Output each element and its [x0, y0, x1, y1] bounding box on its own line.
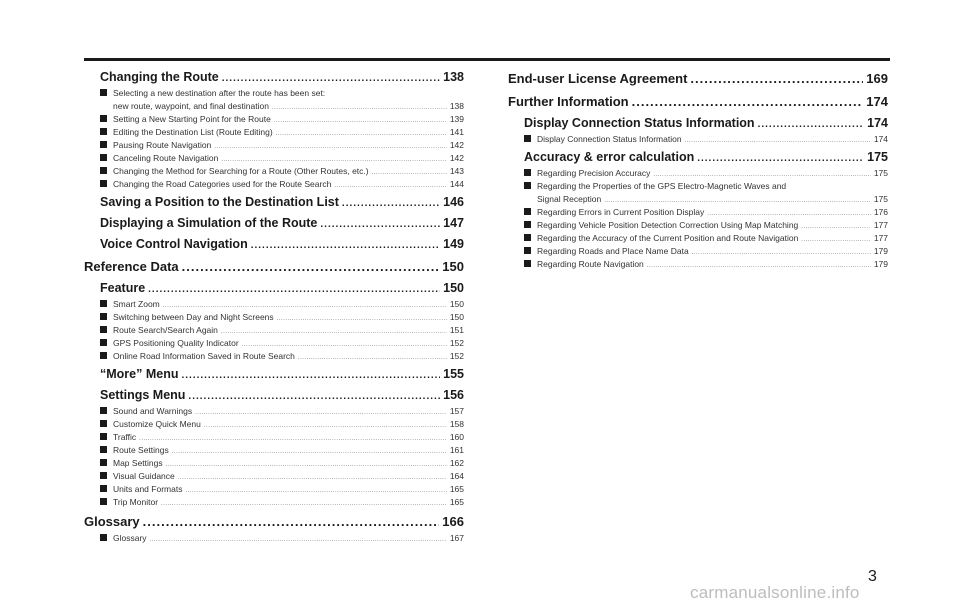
toc-entry-title: Signal Reception	[537, 194, 602, 204]
toc-entry-page: 139	[449, 114, 464, 124]
toc-entry-page: 152	[449, 338, 464, 348]
toc-entry[interactable]	[84, 113, 464, 126]
dot-leader	[320, 213, 440, 235]
toc-entry-title: Online Road Information Saved in Route Search	[113, 351, 295, 361]
dot-leader	[251, 234, 440, 256]
dot-leader	[222, 67, 440, 89]
toc-entry-page: 164	[449, 471, 464, 481]
square-bullet-icon	[100, 485, 107, 492]
toc-entry-title: Saving a Position to the Destination List	[100, 195, 339, 209]
toc-entry-title: Further Information	[508, 94, 629, 109]
toc-entry[interactable]	[508, 167, 888, 180]
toc-entry-page: 150	[442, 259, 464, 274]
toc-entry-page: 160	[449, 432, 464, 442]
toc-entry-title: new route, waypoint, and final destination	[113, 101, 269, 111]
toc-entry-page: 144	[449, 179, 464, 189]
toc-entry[interactable]	[508, 113, 888, 133]
square-bullet-icon	[524, 260, 531, 267]
toc-entry-page: 179	[873, 259, 888, 269]
toc-entry-page: 142	[449, 153, 464, 163]
toc-entry-title: Regarding Route Navigation	[537, 259, 644, 269]
toc-entry-page: 150	[443, 281, 464, 295]
dot-leader	[182, 257, 440, 277]
toc-entry-title: Canceling Route Navigation	[113, 153, 219, 163]
toc-entry[interactable]	[84, 470, 464, 483]
toc-entry-page: 165	[449, 484, 464, 494]
square-bullet-icon	[524, 221, 531, 228]
toc-entry-page: 167	[449, 533, 464, 543]
square-bullet-icon	[100, 498, 107, 505]
toc-entry[interactable]	[508, 133, 888, 146]
square-bullet-icon	[524, 135, 531, 142]
toc-entry-title: Display Connection Status Information	[524, 116, 755, 130]
square-bullet-icon	[524, 234, 531, 241]
toc-entry-title: Route Search/Search Again	[113, 325, 218, 335]
toc-entry-title: Accuracy & error calculation	[524, 150, 695, 164]
dot-leader	[150, 532, 447, 547]
toc-entry[interactable]	[84, 405, 464, 418]
toc-entry-title: Reference Data	[84, 259, 179, 274]
toc-entry[interactable]	[84, 178, 464, 191]
square-bullet-icon	[100, 420, 107, 427]
toc-entry-page: 177	[873, 233, 888, 243]
toc-entry-page: 138	[449, 101, 464, 111]
toc-entry-page: 177	[873, 220, 888, 230]
toc-entry[interactable]	[508, 206, 888, 219]
toc-entry[interactable]	[84, 457, 464, 470]
square-bullet-icon	[100, 472, 107, 479]
toc-entry-page: 174	[867, 116, 888, 130]
toc-entry-page: 138	[443, 70, 464, 84]
toc-entry[interactable]	[508, 69, 888, 89]
toc-entry-title: Trip Monitor	[113, 497, 159, 507]
toc-entry-title: Regarding the Accuracy of the Current Position and Route Navigation	[537, 233, 799, 243]
toc-entry[interactable]	[84, 298, 464, 311]
toc-entry[interactable]	[84, 100, 464, 113]
header-rule	[84, 58, 890, 61]
toc-entry-page: 155	[443, 367, 464, 381]
toc-entry-title: Smart Zoom	[113, 299, 160, 309]
dot-leader	[181, 364, 440, 386]
dot-leader	[143, 512, 440, 532]
toc-entry-page: 143	[449, 166, 464, 176]
toc-entry-title: Visual Guidance	[113, 471, 175, 481]
toc-entry-title: “More” Menu	[100, 367, 179, 381]
toc-entry[interactable]	[84, 431, 464, 444]
dot-leader	[188, 385, 440, 407]
square-bullet-icon	[100, 300, 107, 307]
toc-entry[interactable]	[84, 192, 464, 212]
toc-entry[interactable]	[508, 193, 888, 206]
toc-entry[interactable]	[508, 147, 888, 167]
dot-leader	[298, 350, 447, 365]
toc-entry-page: 147	[443, 216, 464, 230]
square-bullet-icon	[100, 167, 107, 174]
toc-entry[interactable]	[508, 219, 888, 232]
square-bullet-icon	[100, 352, 107, 359]
toc-entry[interactable]	[84, 67, 464, 87]
dot-leader	[632, 92, 864, 112]
square-bullet-icon	[524, 169, 531, 176]
toc-entry-page: 169	[866, 71, 888, 86]
toc-entry-page: 149	[443, 237, 464, 251]
dot-leader	[161, 496, 447, 511]
toc-entry-page: 175	[867, 150, 888, 164]
toc-entry[interactable]	[508, 258, 888, 271]
toc-entry-page: 157	[449, 406, 464, 416]
dot-leader	[148, 278, 440, 300]
toc-entry-title: Editing the Destination List (Route Editing)	[113, 127, 273, 137]
toc-left-column	[84, 66, 464, 545]
toc-entry-page: 152	[449, 351, 464, 361]
toc-entry-title: Glossary	[84, 514, 140, 529]
toc-right-column	[508, 66, 888, 271]
toc-entry-title: Changing the Route	[100, 70, 219, 84]
dot-leader	[690, 69, 863, 89]
toc-entry-title: Units and Formats	[113, 484, 183, 494]
toc-entry-title: Regarding Roads and Place Name Data	[537, 246, 689, 256]
toc-entry[interactable]	[84, 234, 464, 254]
dot-leader	[647, 258, 871, 273]
toc-entry[interactable]	[84, 324, 464, 337]
toc-entry[interactable]	[84, 350, 464, 363]
toc-entry[interactable]	[84, 364, 464, 384]
toc-entry-title: Voice Control Navigation	[100, 237, 248, 251]
dot-leader	[342, 192, 440, 214]
square-bullet-icon	[100, 534, 107, 541]
toc-entry-title: Glossary	[113, 533, 147, 543]
toc-entry-page: 158	[449, 419, 464, 429]
toc-entry-page: 162	[449, 458, 464, 468]
toc-entry-page: 175	[873, 194, 888, 204]
toc-entry[interactable]	[84, 165, 464, 178]
square-bullet-icon	[100, 339, 107, 346]
toc-entry-page: 174	[866, 94, 888, 109]
dot-leader	[685, 133, 871, 148]
toc-entry-page: 175	[873, 168, 888, 178]
toc-entry[interactable]	[84, 257, 464, 277]
square-bullet-icon	[100, 407, 107, 414]
toc-entry[interactable]	[508, 232, 888, 245]
toc-entry-title: Pausing Route Navigation	[113, 140, 212, 150]
toc-entry[interactable]	[84, 418, 464, 431]
toc-entry-title: Regarding Vehicle Position Detection Correction Using Map Matching	[537, 220, 799, 230]
toc-entry-title: Changing the Road Categories used for the Route Search	[113, 179, 332, 189]
toc-entry-title: Settings Menu	[100, 388, 186, 402]
square-bullet-icon	[100, 115, 107, 122]
toc-entry-title: Customize Quick Menu	[113, 419, 201, 429]
toc-entry-title: Regarding Errors in Current Position Display	[537, 207, 705, 217]
toc-entry-title: Displaying a Simulation of the Route	[100, 216, 318, 230]
toc-entry-page: 156	[443, 388, 464, 402]
toc-entry[interactable]	[84, 483, 464, 496]
toc-entry-title: GPS Positioning Quality Indicator	[113, 338, 239, 348]
toc-entry-title: Route Settings	[113, 445, 169, 455]
toc-entry-title: Changing the Method for Searching for a Route (Other Routes, etc.)	[113, 166, 369, 176]
square-bullet-icon	[100, 154, 107, 161]
toc-entry-page: 151	[449, 325, 464, 335]
square-bullet-icon	[100, 313, 107, 320]
toc-entry-page: 142	[449, 140, 464, 150]
square-bullet-icon	[100, 128, 107, 135]
square-bullet-icon	[100, 459, 107, 466]
dot-leader	[697, 147, 864, 169]
square-bullet-icon	[100, 326, 107, 333]
square-bullet-icon	[100, 141, 107, 148]
toc-entry-title: Map Settings	[113, 458, 163, 468]
toc-entry[interactable]	[84, 385, 464, 405]
toc-entry[interactable]	[84, 532, 464, 545]
toc-entry-page: 174	[873, 134, 888, 144]
toc-entry-title: Setting a New Starting Point for the Route	[113, 114, 271, 124]
toc-entry-page: 146	[443, 195, 464, 209]
toc-entry[interactable]	[84, 337, 464, 350]
toc-entry-page: 141	[449, 127, 464, 137]
toc-entry[interactable]	[84, 444, 464, 457]
toc-entry-page: 161	[449, 445, 464, 455]
toc-entry[interactable]	[84, 152, 464, 165]
square-bullet-icon	[100, 433, 107, 440]
toc-entry-title: Display Connection Status Information	[537, 134, 682, 144]
square-bullet-icon	[524, 182, 531, 189]
toc-entry[interactable]	[84, 213, 464, 233]
toc-entry-title: Regarding the Properties of the GPS Electro-Magnetic Waves and	[537, 181, 787, 191]
square-bullet-icon	[524, 247, 531, 254]
toc-entry-page: 176	[873, 207, 888, 217]
square-bullet-icon	[100, 89, 107, 96]
toc-entry[interactable]	[508, 245, 888, 258]
toc-entry-title: Sound and Warnings	[113, 406, 193, 416]
toc-entry-title: Regarding Precision Accuracy	[537, 168, 651, 178]
dot-leader	[334, 178, 447, 193]
toc-entry-title: End-user License Agreement	[508, 71, 688, 86]
toc-entry-page: 150	[449, 312, 464, 322]
toc-entry-page: 150	[449, 299, 464, 309]
toc-entry-title: Feature	[100, 281, 146, 295]
toc-entry[interactable]	[508, 92, 888, 112]
toc-entry-page: 166	[442, 514, 464, 529]
square-bullet-icon	[100, 446, 107, 453]
toc-entry[interactable]	[84, 139, 464, 152]
toc-entry-page: 179	[873, 246, 888, 256]
toc-entry[interactable]	[84, 512, 464, 532]
toc-entry-page: 165	[449, 497, 464, 507]
toc-entry[interactable]	[84, 496, 464, 509]
square-bullet-icon	[100, 180, 107, 187]
watermark: carmanualsonline.info	[690, 583, 860, 602]
square-bullet-icon	[524, 208, 531, 215]
toc-entry-title: Selecting a new destination after the route has been set:	[113, 88, 326, 98]
page-number: 3	[868, 568, 877, 585]
toc-entry-title: Switching between Day and Night Screens	[113, 312, 274, 322]
toc-entry-title: Traffic	[113, 432, 137, 442]
toc-entry[interactable]	[84, 278, 464, 298]
dot-leader	[758, 113, 865, 135]
